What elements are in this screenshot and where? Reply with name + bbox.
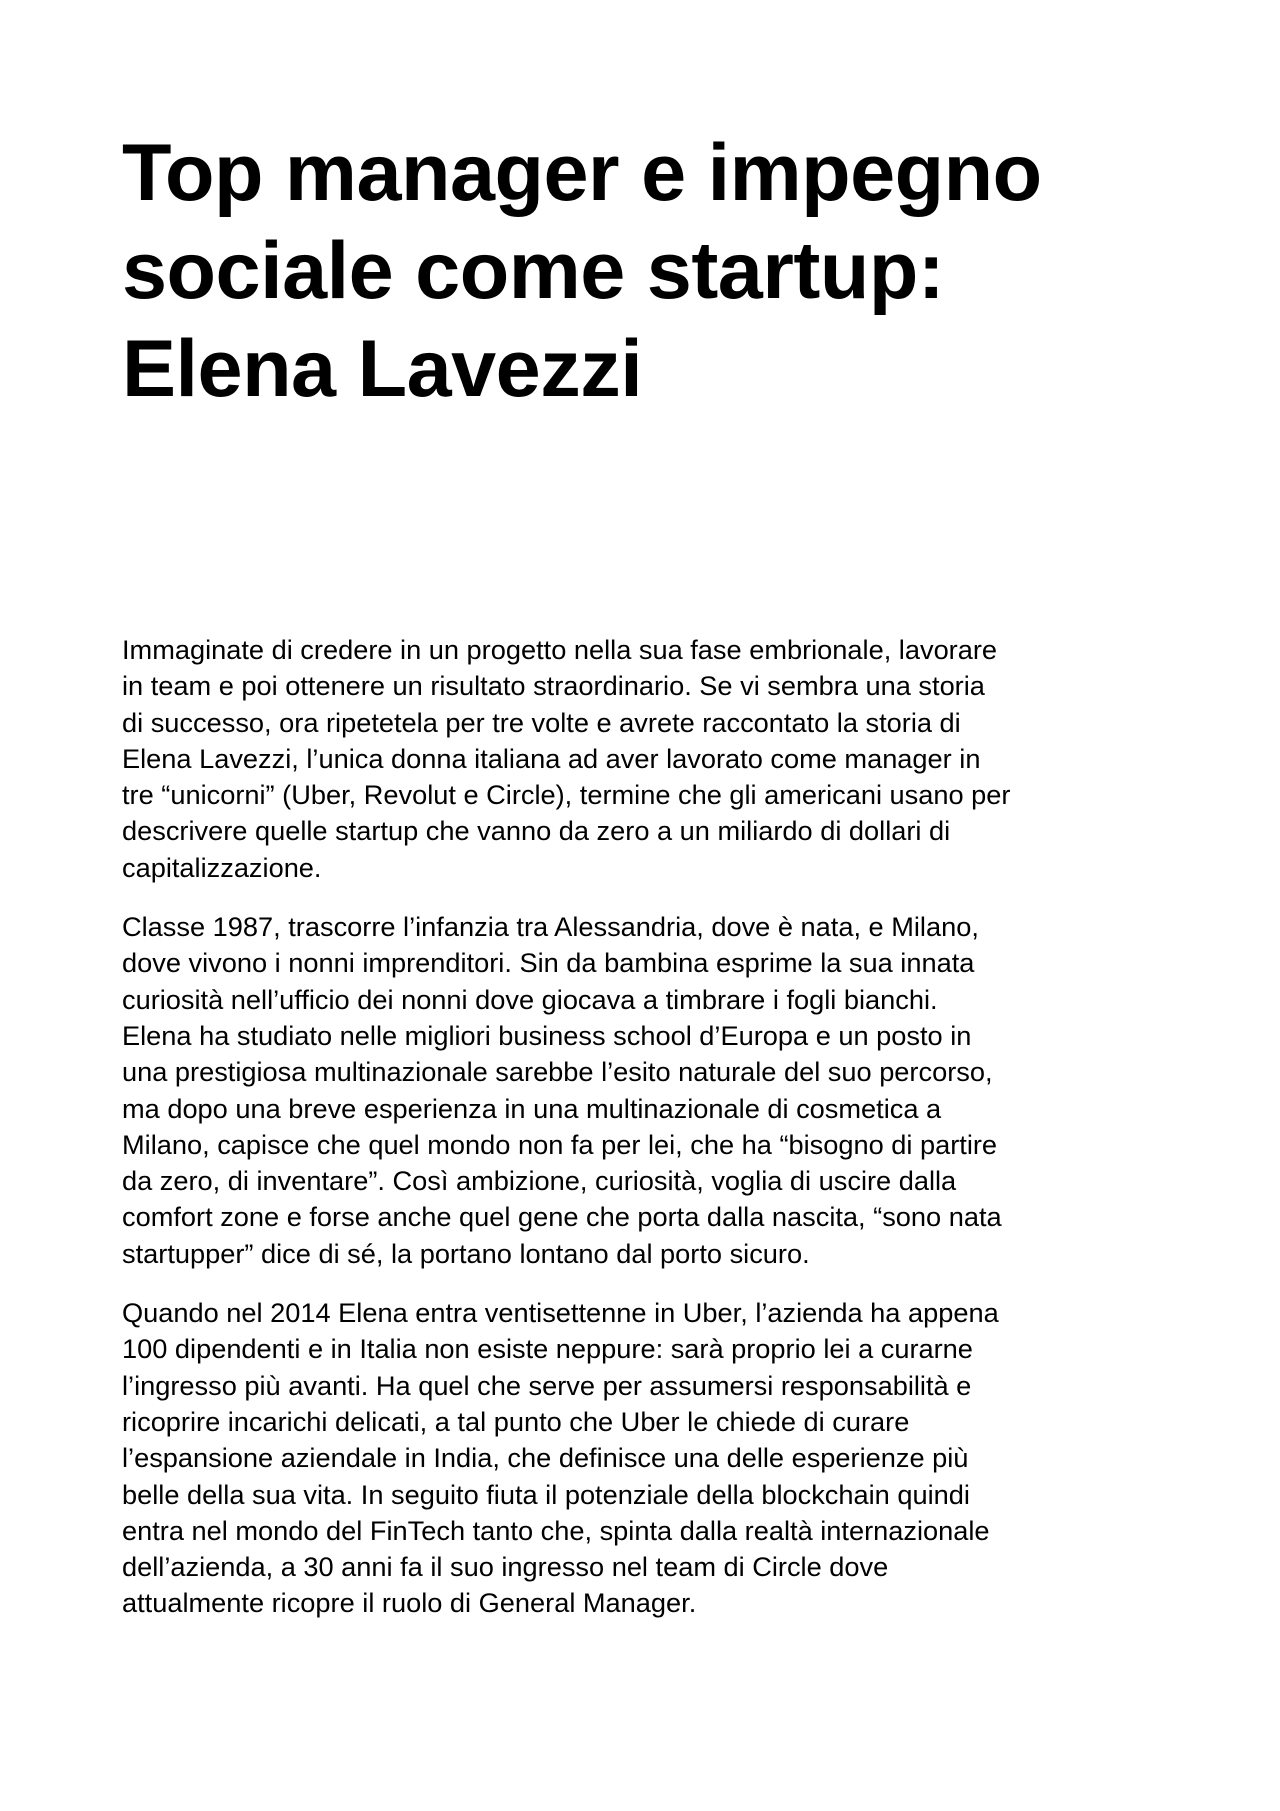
text-line: Elena Lavezzi, l’unica donna italiana ad aver lavorato come manager in bbox=[122, 742, 981, 774]
text-line: Elena ha studiato nelle migliori business school d’Europa e un posto in bbox=[122, 1019, 972, 1051]
text-line: ma dopo una breve esperienza in una multinazionale di cosmetica a bbox=[122, 1092, 942, 1124]
paragraph-background bbox=[122, 909, 1182, 1272]
article-body bbox=[122, 632, 1182, 1645]
text-line: dove vivono i nonni imprenditori. Sin da bambina esprime la sua innata bbox=[122, 947, 975, 979]
text-line: 100 dipendenti e in Italia non esiste neppure: sarà proprio lei a curarne bbox=[122, 1333, 973, 1365]
title-line: Elena Lavezzi bbox=[122, 324, 643, 414]
text-line: l’ingresso più avanti. Ha quel che serve per assumersi responsabilità e bbox=[122, 1369, 972, 1401]
paragraph-intro bbox=[122, 632, 1182, 886]
text-line: ricoprire incarichi delicati, a tal punto che Uber le chiede di curare bbox=[122, 1405, 910, 1437]
text-line: descrivere quelle startup che vanno da zero a un miliardo di dollari di bbox=[122, 815, 951, 847]
text-line: curiosità nell’ufficio dei nonni dove giocava a timbrare i fogli bianchi. bbox=[122, 983, 938, 1015]
text-line: tre “unicorni” (Uber, Revolut e Circle), termine che gli americani usano per bbox=[122, 779, 1011, 811]
text-line: Milano, capisce che quel mondo non fa per lei, che ha “bisogno di partire bbox=[122, 1128, 998, 1160]
text-line: Quando nel 2014 Elena entra ventisettenne in Uber, l’azienda ha appena bbox=[122, 1297, 999, 1329]
text-line: una prestigiosa multinazionale sarebbe l’esito naturale del suo percorso, bbox=[122, 1056, 993, 1088]
text-line: in team e poi ottenere un risultato straordinario. Se vi sembra una storia bbox=[122, 670, 985, 702]
text-line: attualmente ricopre il ruolo di General Manager. bbox=[122, 1587, 697, 1619]
title-line: sociale come startup: bbox=[122, 226, 945, 316]
text-line: comfort zone e forse anche quel gene che porta dalla nascita, “sono nata bbox=[122, 1201, 1002, 1233]
text-line: dell’azienda, a 30 anni fa il suo ingresso nel team di Circle dove bbox=[122, 1551, 889, 1583]
text-line: entra nel mondo del FinTech tanto che, spinta dalla realtà internazionale bbox=[122, 1514, 990, 1546]
text-line: l’espansione aziendale in India, che definisce una delle esperienze più bbox=[122, 1442, 969, 1474]
title-line: Top manager e impegno bbox=[122, 128, 1042, 218]
text-line: startupper” dice di sé, la portano lontano dal porto sicuro. bbox=[122, 1237, 810, 1269]
article-title bbox=[122, 124, 1182, 418]
text-line: belle della sua vita. In seguito fiuta il potenziale della blockchain quindi bbox=[122, 1478, 970, 1510]
text-line: di successo, ora ripetetela per tre volte e avrete raccontato la storia di bbox=[122, 706, 961, 738]
text-line: da zero, di inventare”. Così ambizione, curiosità, voglia di uscire dalla bbox=[122, 1165, 957, 1197]
text-line: Immaginate di credere in un progetto nella sua fase embrionale, lavorare bbox=[122, 634, 998, 665]
paragraph-career bbox=[122, 1295, 1182, 1622]
text-line: capitalizzazione. bbox=[122, 851, 322, 883]
text-line: Classe 1987, trascorre l’infanzia tra Alessandria, dove è nata, e Milano, bbox=[122, 911, 979, 943]
